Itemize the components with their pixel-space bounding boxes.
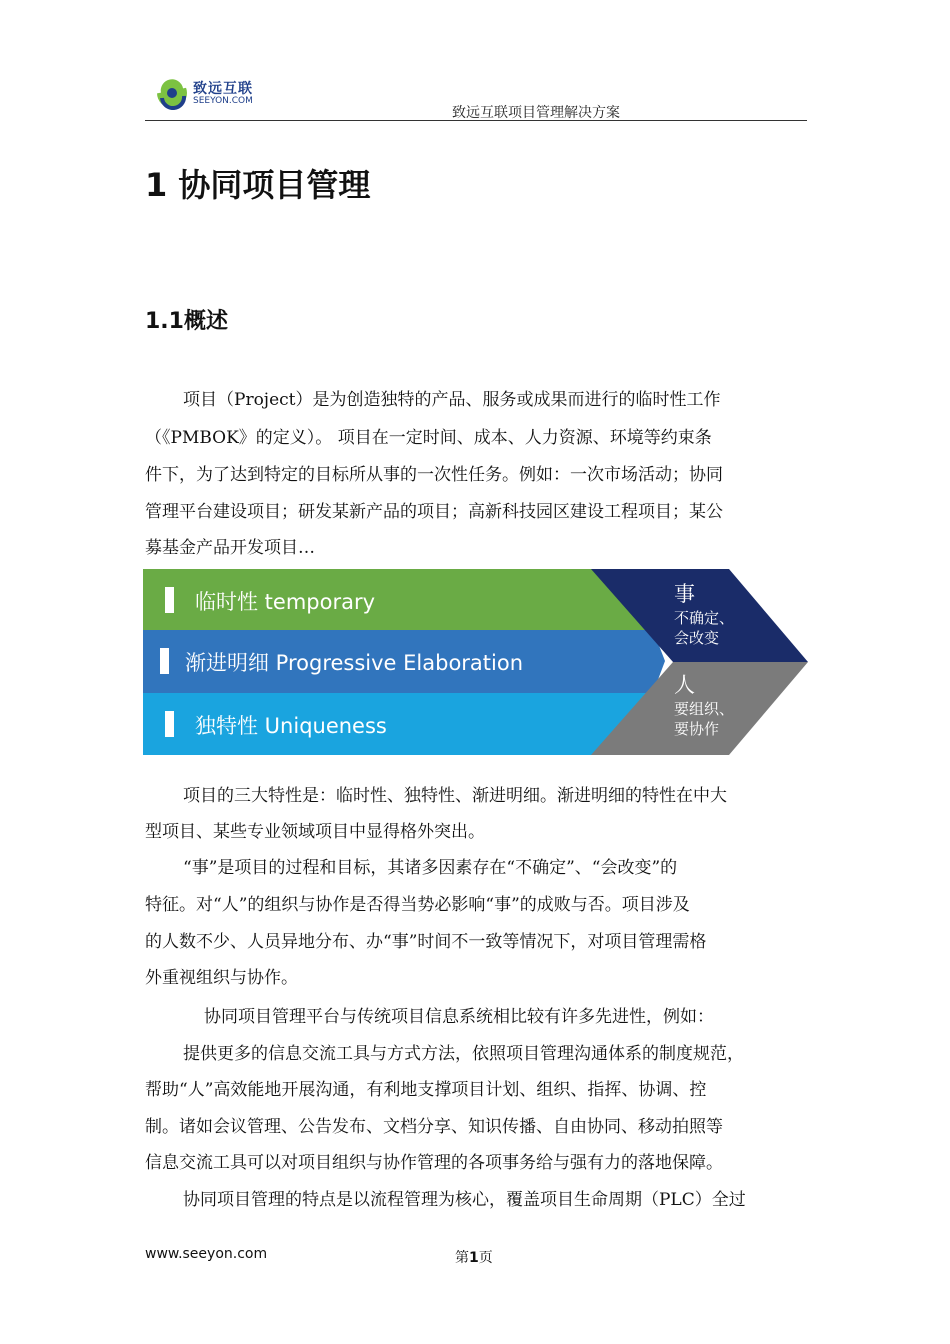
chevron-people-line1: 要组织、 — [674, 700, 735, 718]
text-line: 管理平台建设项目；研发某新产品的项目；高新科技园区建设工程项目；某公 — [145, 502, 723, 522]
text-line: 特征。对“人”的组织与协作是否得当势必影响“事”的成败与否。项目涉及 — [145, 895, 690, 915]
text-line: 型项目、某些专业领域项目中显得格外突出。 — [145, 822, 485, 842]
bar-temporary-marker — [165, 587, 174, 613]
logo-text-cn: 致远互联 — [193, 81, 253, 97]
text-line: 募基金产品开发项目… — [145, 538, 315, 558]
text-line: 制。诸如会议管理、公告发布、文档分享、知识传播、自由协同、移动拍照等 — [145, 1117, 723, 1137]
text-line: “事”是项目的过程和目标，其诸多因素存在“不确定”、“会改变”的 — [183, 858, 678, 878]
text-line: 件下，为了达到特定的目标所从事的一次性任务。例如：一次市场活动；协同 — [145, 465, 723, 485]
text-line: 项目的三大特性是：临时性、独特性、渐进明细。渐进明细的特性在中大 — [183, 786, 727, 806]
header-divider — [145, 120, 807, 121]
page-prefix: 第 — [455, 1250, 469, 1266]
text-line: （《PMBOK》的定义）。 项目在一定时间、成本、人力资源、环境等约束条 — [145, 428, 712, 448]
text-line: 的人数不少、人员异地分布、办“事”时间不一致等情况下，对项目管理需格 — [145, 932, 707, 952]
bar-temporary-label: 临时性 temporary — [195, 590, 376, 614]
chapter-heading: 1 协同项目管理 — [145, 166, 371, 204]
seeyon-logo-icon — [155, 76, 189, 110]
section-heading: 1.1概述 — [145, 309, 228, 334]
text-line: 外重视组织与协作。 — [145, 968, 298, 988]
company-logo — [155, 76, 275, 110]
bar-uniqueness-label: 独特性 Uniqueness — [195, 714, 387, 738]
footer-page-number — [455, 1247, 493, 1267]
chevron-things-line1: 不确定、 — [674, 609, 735, 627]
text-line: 帮助“人”高效能地开展沟通，有利地支撑项目计划、组织、指挥、协调、控 — [145, 1080, 707, 1100]
bar-progressive-label: 渐进明细 Progressive Elaboration — [185, 651, 524, 675]
paragraph-process-management: 协同项目管理的特点是以流程管理为核心，覆盖项目生命周期（PLC）全过 — [183, 1190, 746, 1210]
chevron-things-line2: 会改变 — [674, 629, 720, 647]
text-line: 信息交流工具可以对项目组织与协作管理的各项事务给与强有力的落地保障。 — [145, 1153, 723, 1173]
document-header-title: 致远互联项目管理解决方案 — [452, 105, 620, 121]
footer-website-link[interactable]: www.seeyon.com — [145, 1246, 268, 1262]
chevron-people-title: 人 — [674, 673, 695, 697]
project-characteristics-figure — [143, 568, 808, 756]
text-line: 项目（Project）是为创造独特的产品、服务或成果而进行的临时性工作 — [183, 390, 721, 410]
page-number: 1 — [469, 1250, 479, 1266]
page-suffix: 页 — [478, 1250, 493, 1266]
chevron-people-line2: 要协作 — [674, 720, 720, 738]
chevron-things-title: 事 — [674, 582, 695, 606]
logo-text-en: SEEYON.COM — [193, 96, 253, 106]
bar-uniqueness-marker — [165, 711, 174, 737]
text-line: 提供更多的信息交流工具与方式方法，依照项目管理沟通体系的制度规范， — [183, 1044, 744, 1064]
paragraph-advantages-intro: 协同项目管理平台与传统项目信息系统相比较有许多先进性，例如： — [204, 1007, 714, 1027]
bar-progressive-marker — [160, 648, 169, 674]
